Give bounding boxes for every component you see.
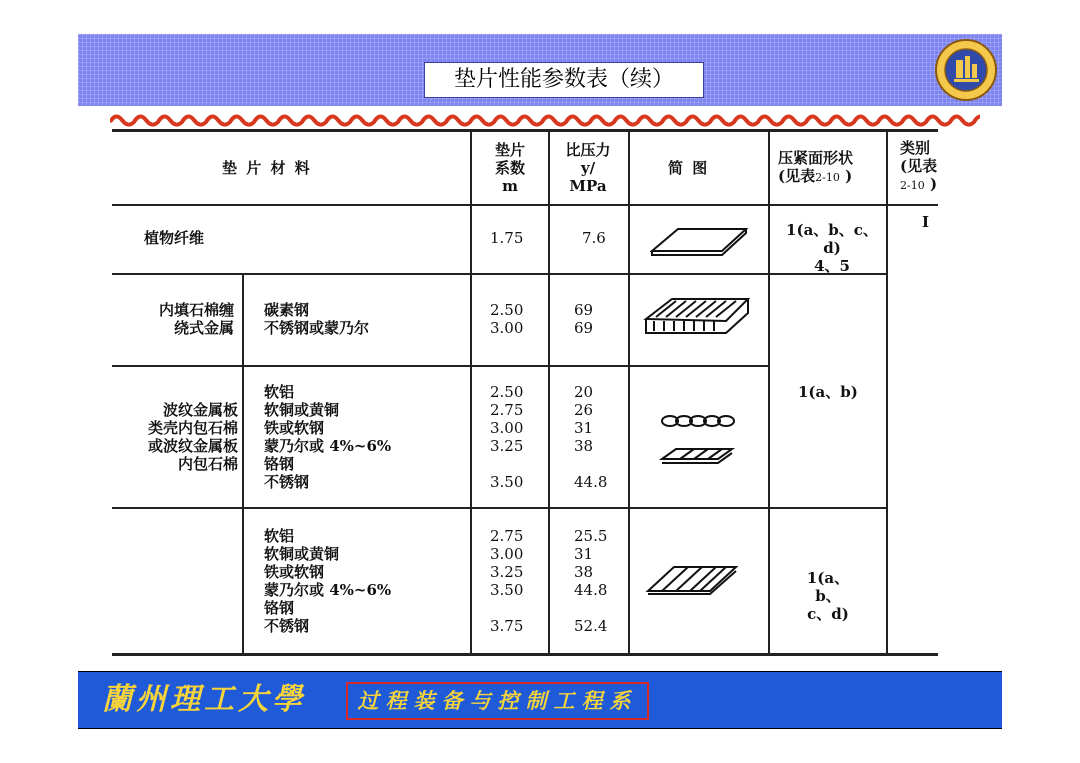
university-name-logo: 蘭州理工大學: [102, 682, 306, 717]
row3-y: 20 26 31 38 44.8: [574, 383, 608, 491]
university-seal-icon: [934, 38, 998, 102]
header-gasket-coefficient: 垫片 系数 m: [494, 141, 525, 195]
department-name: 过程装备与控制工程系: [346, 682, 649, 720]
col-rule: [768, 129, 770, 655]
row3-material-sub: 软铝 软铜或黄铜 铁或软钢 蒙乃尔或 4%~6% 铬钢 不锈钢: [264, 383, 392, 491]
row4-material-sub: 软铝 软铜或黄铜 铁或软钢 蒙乃尔或 4%~6% 铬钢 不锈钢: [264, 527, 392, 635]
slide-title: 垫片性能参数表（续）: [424, 62, 704, 98]
col-rule: [548, 129, 550, 655]
row1-face-shape: 1(a、b、c、d) 4、5: [786, 221, 878, 275]
row3-material-main: 波纹金属板 类壳内包石棉 或波纹金属板 内包石棉: [147, 401, 238, 473]
slide-header: [78, 34, 1002, 106]
header-face-shape-close: ): [845, 167, 853, 185]
row3-m: 2.50 2.75 3.00 3.25 3.50: [490, 383, 524, 491]
header-sketch: 简 图: [668, 159, 710, 177]
table-top-rule: [112, 129, 938, 132]
header-rule: [112, 204, 938, 206]
row2-material-main: 内填石棉缠 绕式金属: [158, 301, 234, 337]
row2-spiral-wound-sketch: [642, 289, 754, 341]
row1-category: I: [922, 213, 930, 231]
row3-face-shape: 1(a、b): [798, 383, 858, 401]
row4-m: 2.75 3.00 3.25 3.50 3.75: [490, 527, 524, 635]
row4-face-shape: 1(a、b、 c、d): [806, 569, 850, 623]
row3-corrugated-sketch: [658, 409, 742, 469]
row2-material-sub: 碳素钢 不锈钢或蒙乃尔: [264, 301, 370, 337]
table-bottom-rule: [112, 653, 938, 656]
decorative-wave-divider: [110, 110, 980, 130]
row1-m: 1.75: [490, 229, 524, 247]
row2-y: 69 69: [574, 301, 594, 337]
header-category-ref: 2-10: [900, 179, 925, 192]
row1-flat-sheet-sketch: [650, 221, 750, 261]
row2-m: 2.50 3.00: [490, 301, 524, 337]
header-specific-pressure: 比压力 y/ MPa: [565, 141, 611, 195]
header-face-shape-ref: 2-10: [815, 171, 840, 184]
header-category: [900, 139, 937, 195]
header-face-shape: [778, 149, 853, 187]
gasket-parameter-table: [112, 129, 938, 655]
row1-material: 植物纤维: [144, 229, 205, 247]
row4-y: 25.5 31 38 44.8 52.4: [574, 527, 608, 635]
row1-y: 7.6: [582, 229, 606, 247]
col-rule: [470, 129, 472, 655]
header-face-shape-text: 压紧面形状 (见表: [778, 149, 854, 185]
slide-footer: [78, 671, 1002, 729]
row-rule: [112, 365, 768, 367]
header-category-close: ): [929, 175, 938, 193]
col-rule: [886, 129, 888, 655]
col-rule: [628, 129, 630, 655]
col-rule: [242, 273, 244, 655]
header-category-text: 类别 (见表: [900, 139, 938, 175]
header-material: 垫 片 材 料: [222, 159, 312, 177]
row4-corrugated-metal-sketch: [644, 561, 740, 597]
